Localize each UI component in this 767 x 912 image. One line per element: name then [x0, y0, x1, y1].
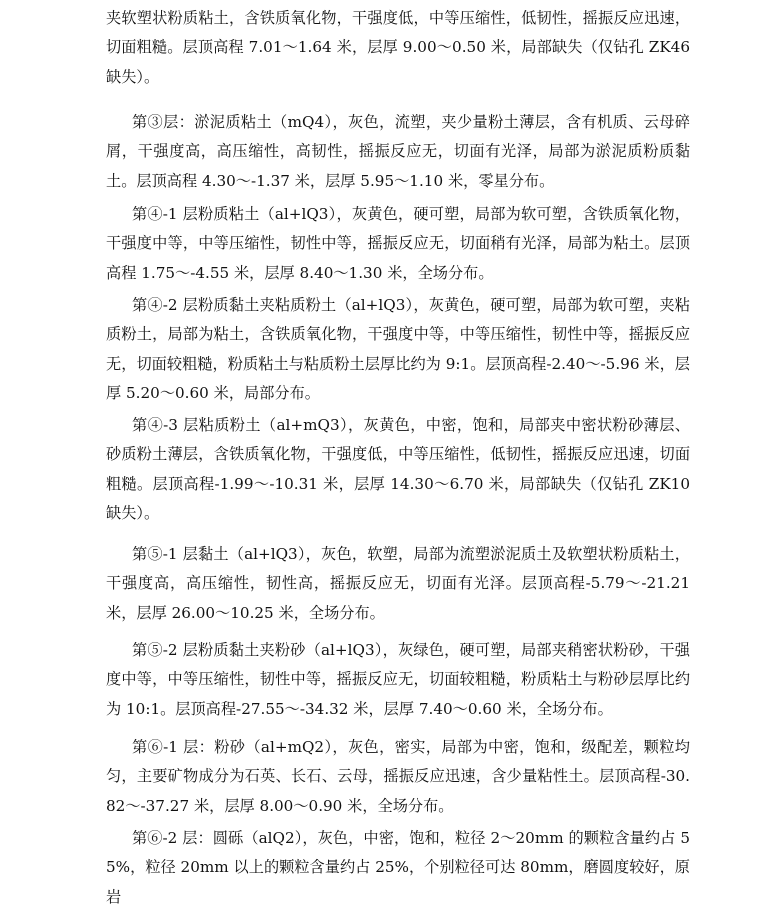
paragraph-layer-6-1: 第⑥-1 层：粉砂（al+mQ2），灰色，密实，局部为中密，饱和，级配差，颗粒均匀，主要矿物成分为石英、长石、云母，摇振反应迅速，含少量粘性土。层顶高程-30.82～-37.27 米，层厚 8.00～0.90 米，全场分布。 — [106, 738, 690, 815]
paragraph-layer-3: 第③层：淤泥质粘土（mQ4），灰色，流塑，夹少量粉土薄层，含有机质、云母碎屑，干强度高，高压缩性，高韧性，摇振反应无，切面有光泽，局部为淤泥质粉质黏土。层顶高程 4.30～-1.37 米，层厚 5.95～1.10 米，零星分布。 — [106, 113, 690, 190]
paragraph-layer-6-2: 第⑥-2 层：圆砾（alQ2），灰色，中密，饱和，粒径 2～20mm 的颗粒含量约占 55%，粒径 20mm 以上的颗粒含量约占 25%，个别粒径可达 80mm，磨圆度较好，原岩 — [106, 829, 690, 906]
paragraph-layer-5-1: 第⑤-1 层黏土（al+lQ3），灰色，软塑，局部为流塑淤泥质土及软塑状粉质粘土，干强度高，高压缩性，韧性高，摇振反应无，切面有光泽。层顶高程-5.79～-21.21 米，层厚 26.00～10.25 米，全场分布。 — [106, 545, 690, 622]
paragraph-layer-4-1: 第④-1 层粉质粘土（al+lQ3），灰黄色，硬可塑，局部为软可塑，含铁质氧化物，干强度中等，中等压缩性，韧性中等，摇振反应无，切面稍有光泽，局部为粘土。层顶高程 1.75～-4.55 米，层厚 8.40～1.30 米，全场分布。 — [106, 205, 690, 282]
paragraph-silty-clay-continuation: 夹软塑状粉质粘土，含铁质氧化物，干强度低，中等压缩性，低韧性，摇振反应迅速，切面粗糙。层顶高程 7.01～1.64 米，层厚 9.00～0.50 米，局部缺失（仅钻孔 ZK46 缺失）。 — [106, 9, 690, 86]
paragraph-layer-4-3: 第④-3 层粘质粉土（al+mQ3），灰黄色，中密，饱和，局部夹中密状粉砂薄层、砂质粉土薄层，含铁质氧化物，干强度低，中等压缩性，低韧性，摇振反应迅速，切面粗糙。层顶高程-1.99～-10.31 米，层厚 14.30～6.70 米，局部缺失（仅钻孔 ZK10 缺失）。 — [106, 416, 690, 523]
paragraph-layer-5-2: 第⑤-2 层粉质黏土夹粉砂（al+lQ3），灰绿色，硬可塑，局部夹稍密状粉砂，干强度中等，中等压缩性，韧性中等，摇振反应无，切面较粗糙，粉质粘土与粉砂层厚比约为 10:1。层顶高程-27.55～-34.32 米，层厚 7.40～0.60 米，全场分布。 — [106, 641, 690, 718]
paragraph-layer-4-2: 第④-2 层粉质黏土夹粘质粉土（al+lQ3），灰黄色，硬可塑，局部为软可塑，夹粘质粉土，局部为粘土，含铁质氧化物，干强度中等，中等压缩性，韧性中等，摇振反应无，切面较粗糙，粉质粘土与粘质粉土层厚比约为 9:1。层顶高程-2.40～-5.96 米，层厚 5.20～0.60 米，局部分布。 — [106, 296, 690, 403]
